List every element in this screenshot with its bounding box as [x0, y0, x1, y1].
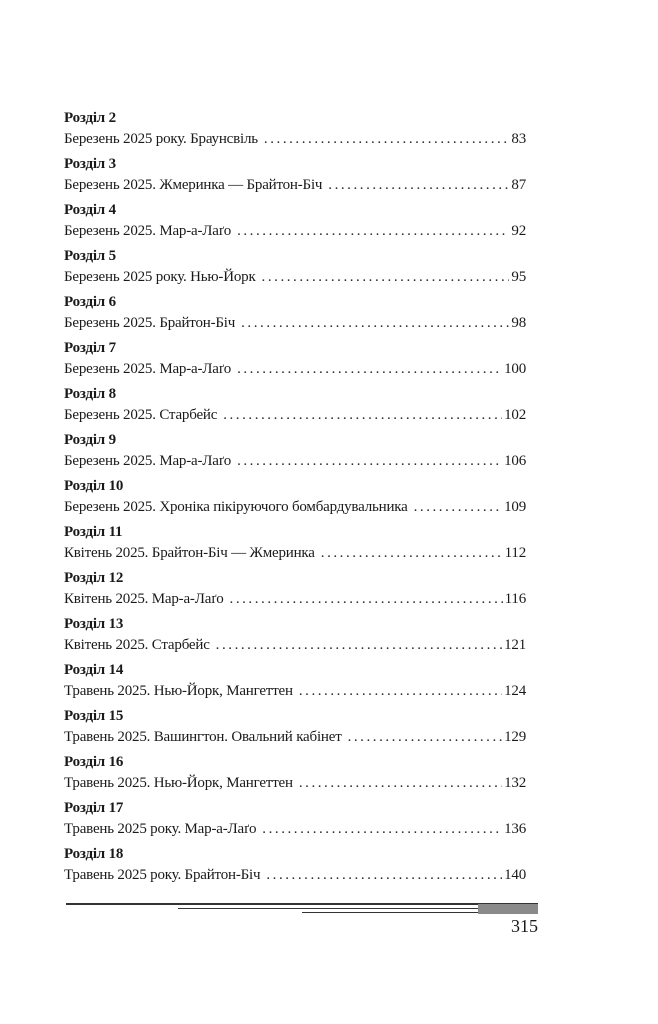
dot-leader	[241, 313, 509, 334]
chapter-title: Квітень 2025. Брайтон-Біч — Жмеринка	[64, 545, 315, 561]
footer-rule-block	[478, 904, 538, 914]
chapter-heading: Розділ 5	[64, 248, 116, 264]
chapter-page-number: 109	[504, 499, 526, 515]
toc-entry	[64, 522, 526, 568]
dot-leader	[266, 865, 502, 886]
toc-entry	[64, 108, 526, 154]
chapter-title: Березень 2025 року. Браунсвіль	[64, 131, 258, 147]
dot-leader	[237, 359, 502, 380]
chapter-heading: Розділ 6	[64, 294, 116, 310]
toc-line[interactable]	[64, 267, 526, 288]
chapter-page-number: 92	[511, 223, 526, 239]
chapter-title: Березень 2025. Брайтон-Біч	[64, 315, 236, 331]
toc-line[interactable]	[64, 727, 526, 748]
dot-leader	[328, 175, 509, 196]
dot-leader	[414, 497, 502, 518]
chapter-page-number: 87	[511, 177, 526, 193]
toc-line[interactable]	[64, 773, 526, 794]
toc-line[interactable]	[64, 175, 526, 196]
chapter-page-number: 140	[504, 867, 526, 883]
chapter-page-number: 124	[504, 683, 526, 699]
chapter-title: Березень 2025. Мар-а-Лаґо	[64, 453, 232, 469]
toc-line[interactable]	[64, 681, 526, 702]
toc-line[interactable]	[64, 543, 526, 564]
chapter-heading: Розділ 3	[64, 156, 116, 172]
chapter-heading: Розділ 2	[64, 110, 116, 126]
dot-leader	[262, 267, 510, 288]
toc-entry	[64, 476, 526, 522]
chapter-heading: Розділ 11	[64, 524, 123, 540]
chapter-page-number: 100	[504, 361, 526, 377]
toc-line[interactable]	[64, 221, 526, 242]
dot-leader	[348, 727, 503, 748]
chapter-title: Квітень 2025. Старбейс	[64, 637, 210, 653]
toc-line[interactable]	[64, 451, 526, 472]
chapter-title: Травень 2025. Нью-Йорк, Мангеттен	[64, 775, 293, 791]
toc-entry	[64, 660, 526, 706]
chapter-page-number: 102	[504, 407, 526, 423]
toc-entry	[64, 200, 526, 246]
toc-line[interactable]	[64, 819, 526, 840]
dot-leader	[216, 635, 502, 656]
toc-entry	[64, 752, 526, 798]
toc-line[interactable]	[64, 313, 526, 334]
toc-line[interactable]	[64, 129, 526, 150]
chapter-title: Березень 2025. Жмеринка — Брайтон-Біч	[64, 177, 323, 193]
chapter-heading: Розділ 12	[64, 570, 124, 586]
chapter-heading: Розділ 10	[64, 478, 124, 494]
chapter-heading: Розділ 8	[64, 386, 116, 402]
toc-line[interactable]	[64, 497, 526, 518]
dot-leader	[299, 681, 502, 702]
chapter-title: Травень 2025. Вашингтон. Овальний кабінет	[64, 729, 342, 745]
toc-entry	[64, 568, 526, 614]
chapter-heading: Розділ 13	[64, 616, 124, 632]
chapter-heading: Розділ 17	[64, 800, 124, 816]
chapter-title: Травень 2025. Нью-Йорк, Мангеттен	[64, 683, 293, 699]
chapter-heading: Розділ 18	[64, 846, 124, 862]
toc-entry	[64, 338, 526, 384]
chapter-heading: Розділ 7	[64, 340, 116, 356]
toc-entry	[64, 430, 526, 476]
dot-leader	[237, 221, 509, 242]
chapter-heading: Розділ 15	[64, 708, 124, 724]
dot-leader	[237, 451, 502, 472]
chapter-page-number: 98	[511, 315, 526, 331]
dot-leader	[262, 819, 502, 840]
chapter-title: Травень 2025 року. Мар-а-Лаґо	[64, 821, 257, 837]
table-of-contents	[64, 108, 526, 890]
chapter-title: Березень 2025. Мар-а-Лаґо	[64, 223, 232, 239]
chapter-page-number: 136	[504, 821, 526, 837]
toc-entry	[64, 384, 526, 430]
toc-entry	[64, 706, 526, 752]
chapter-page-number: 106	[504, 453, 526, 469]
chapter-page-number: 112	[504, 545, 526, 561]
toc-entry	[64, 798, 526, 844]
toc-line[interactable]	[64, 405, 526, 426]
chapter-heading: Розділ 9	[64, 432, 116, 448]
dot-leader	[321, 543, 503, 564]
dot-leader	[230, 589, 503, 610]
toc-line[interactable]	[64, 589, 526, 610]
chapter-title: Квітень 2025. Мар-а-Лаґо	[64, 591, 224, 607]
toc-entry	[64, 154, 526, 200]
chapter-page-number: 116	[504, 591, 526, 607]
chapter-page-number: 129	[504, 729, 526, 745]
chapter-heading: Розділ 4	[64, 202, 116, 218]
page-number: 315	[511, 916, 538, 936]
dot-leader	[299, 773, 502, 794]
chapter-title: Березень 2025. Мар-а-Лаґо	[64, 361, 232, 377]
dot-leader	[264, 129, 509, 150]
chapter-page-number: 83	[511, 131, 526, 147]
chapter-title: Травень 2025 року. Брайтон-Біч	[64, 867, 261, 883]
toc-line[interactable]	[64, 635, 526, 656]
toc-entry	[64, 246, 526, 292]
chapter-page-number: 121	[504, 637, 526, 653]
toc-entry	[64, 614, 526, 660]
chapter-title: Березень 2025. Старбейс	[64, 407, 218, 423]
toc-entry	[64, 292, 526, 338]
toc-line[interactable]	[64, 865, 526, 886]
chapter-title: Березень 2025. Хроніка пікіруючого бомбардувальника	[64, 499, 408, 515]
chapter-heading: Розділ 14	[64, 662, 124, 678]
chapter-page-number: 132	[504, 775, 526, 791]
toc-line[interactable]	[64, 359, 526, 380]
footer-rule-long	[66, 903, 538, 905]
dot-leader	[223, 405, 502, 426]
chapter-title: Березень 2025 року. Нью-Йорк	[64, 269, 256, 285]
chapter-heading: Розділ 16	[64, 754, 124, 770]
toc-entry	[64, 844, 526, 890]
chapter-page-number: 95	[511, 269, 526, 285]
